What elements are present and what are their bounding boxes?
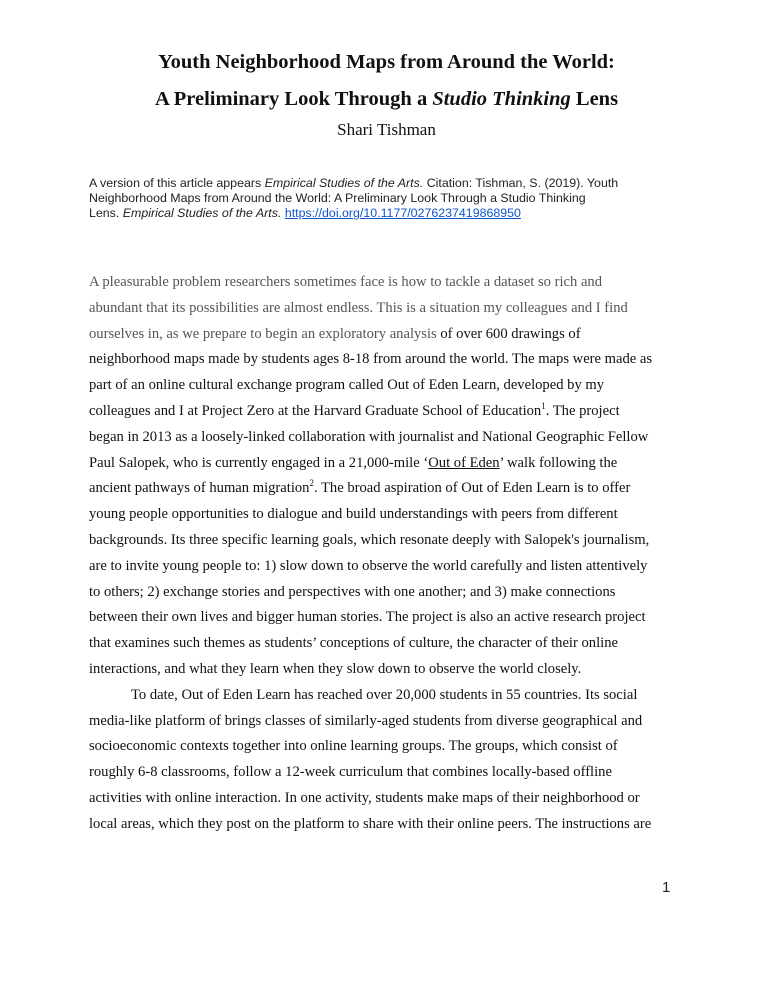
body-line bbox=[89, 399, 689, 425]
body-line-part: Paul Salopek, who is currently engaged in a 21,000-mile ‘ bbox=[89, 454, 429, 471]
title-line-2-suffix: Lens bbox=[570, 88, 619, 110]
body-line: abundant that its possibilities are almost endless. This is a situation my colleagues and I find bbox=[89, 299, 628, 316]
body-line-part: colleagues and I at Project Zero at the Harvard Graduate School of Education bbox=[89, 402, 542, 419]
body-line-part: . The project bbox=[545, 402, 620, 419]
title-italic-studio-thinking: Studio Thinking bbox=[432, 88, 571, 110]
body-line: between their own lives and bigger human stories. The project is also an active research project bbox=[89, 609, 646, 626]
citation-line-2: Neighborhood Maps from Around the World: A Preliminary Look Through a Studio Thinking bbox=[89, 191, 586, 205]
body-line: young people opportunities to dialogue and build understandings with peers from different bbox=[89, 506, 618, 523]
body-line: activities with online interaction. In one activity, students make maps of their neighborhood or bbox=[89, 789, 640, 806]
doi-link[interactable]: https://doi.org/10.1177/0276237419868950 bbox=[284, 206, 521, 220]
body-line: socioeconomic contexts together into online learning groups. The groups, which consist of bbox=[89, 738, 618, 755]
body-line: backgrounds. Its three specific learning goals, which resonate deeply with Salopek's journalism, bbox=[89, 531, 650, 548]
citation-journal-2: Empirical Studies of the Arts. bbox=[122, 206, 282, 220]
body-line: that examines such themes as students’ conceptions of culture, the character of their online bbox=[89, 635, 618, 652]
body-line: A pleasurable problem researchers sometimes face is how to tackle a dataset so rich and bbox=[89, 274, 603, 290]
body-line: local areas, which they post on the platform to share with their online peers. The instructions are bbox=[89, 815, 652, 832]
body-line: roughly 6-8 classrooms, follow a 12-week curriculum that combines locally-based offline bbox=[89, 764, 612, 781]
citation-text-3: Lens. bbox=[89, 206, 123, 220]
body-line-indented: To date, Out of Eden Learn has reached over 20,000 students in 55 countries. Its social bbox=[131, 686, 638, 703]
citation-line-1 bbox=[89, 176, 689, 191]
author-name: Shari Tishman bbox=[337, 120, 436, 139]
body-line-part: ancient pathways of human migration bbox=[89, 480, 310, 497]
body-line-part: of over 600 drawings of bbox=[440, 325, 581, 342]
body-line: neighborhood maps made by students ages 8-18 from around the world. The maps were made as bbox=[89, 351, 653, 368]
footnote-marker-2[interactable]: 2 bbox=[309, 478, 314, 489]
body-line-grey-part: ourselves in, as we prepare to begin an exploratory analysis bbox=[89, 325, 441, 342]
citation-journal-1: Empirical Studies of the Arts. bbox=[264, 176, 424, 190]
citation-text-1: A version of this article appears bbox=[89, 176, 265, 190]
body-line-part: . The broad aspiration of Out of Eden Learn is to offer bbox=[313, 480, 631, 497]
body-line-part: ’ walk following the bbox=[499, 454, 618, 471]
body-line: media-like platform of brings classes of similarly-aged students from diverse geographical and bbox=[89, 712, 643, 729]
footnote-marker-1[interactable]: 1 bbox=[541, 401, 546, 412]
out-of-eden-underlined: Out of Eden bbox=[428, 454, 500, 471]
citation-line-3 bbox=[89, 206, 689, 221]
title-line-2 bbox=[0, 88, 773, 111]
page-number: 1 bbox=[662, 879, 671, 896]
body-line: to others; 2) exchange stories and perspectives with one another; and 3) make connections bbox=[89, 583, 616, 600]
body-line: began in 2013 as a loosely-linked collaboration with journalist and National Geographic Fellow bbox=[89, 428, 649, 445]
body-line: are to invite young people to: 1) slow down to observe the world carefully and listen attentively bbox=[89, 557, 648, 574]
citation-text-2: Citation: Tishman, S. (2019). Youth bbox=[423, 176, 619, 190]
body-line bbox=[89, 322, 689, 348]
body-line bbox=[89, 451, 689, 477]
body-text bbox=[89, 270, 689, 838]
citation-note bbox=[89, 176, 689, 221]
body-line: interactions, and what they learn when they slow down to observe the world closely. bbox=[89, 660, 582, 677]
body-line: part of an online cultural exchange program called Out of Eden Learn, developed by my bbox=[89, 377, 605, 394]
body-line bbox=[89, 476, 689, 502]
title-line-1: Youth Neighborhood Maps from Around the World: bbox=[158, 51, 615, 73]
title-line-2-prefix: A Preliminary Look Through a bbox=[154, 88, 433, 110]
